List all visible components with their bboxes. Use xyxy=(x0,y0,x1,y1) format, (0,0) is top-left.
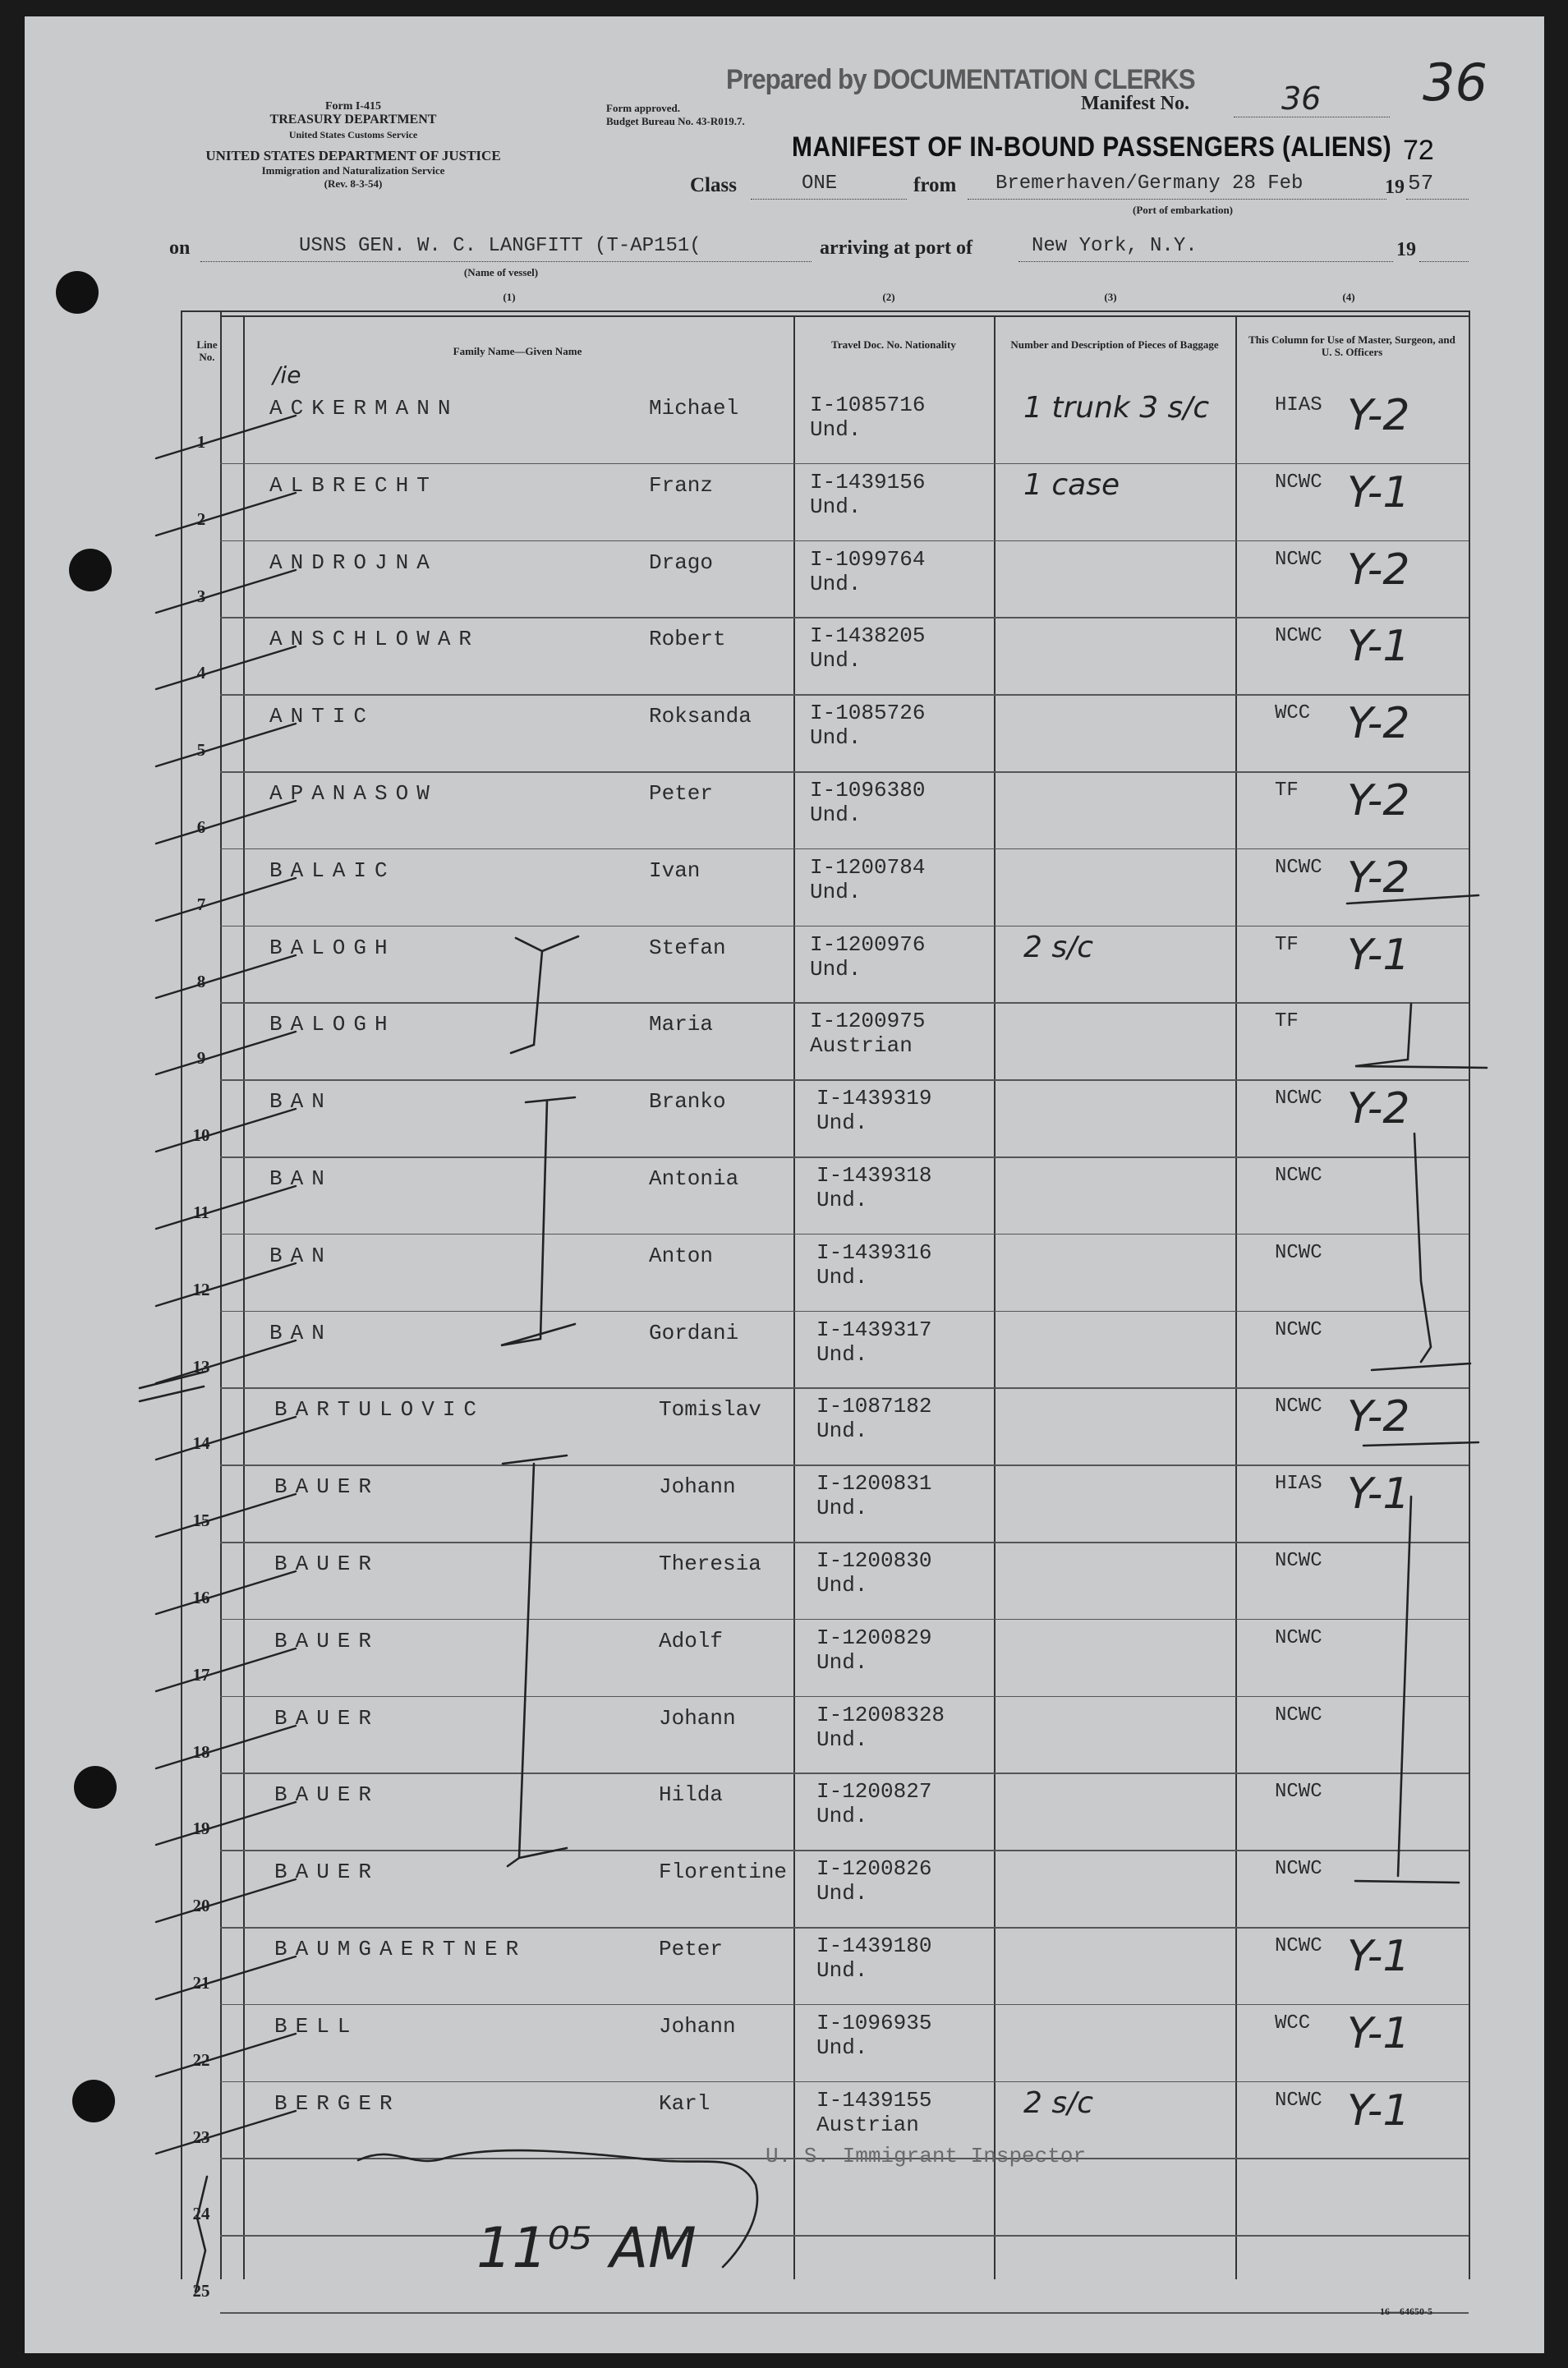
given-name: Adolf xyxy=(659,1628,724,1653)
travel-doc-number: I-1200829 xyxy=(816,1625,932,1650)
travel-doc-number: I-1200976 xyxy=(810,931,926,957)
doc-header: Travel Doc. No. Nationality xyxy=(831,338,956,351)
nationality: Und. xyxy=(816,1649,868,1675)
name-header: Family Name—Given Name xyxy=(453,345,582,357)
given-name: Ivan xyxy=(649,858,701,883)
vessel-caption: (Name of vessel) xyxy=(463,266,539,278)
line-number: 19 xyxy=(192,1819,210,1839)
arriving-label: arriving at port of xyxy=(820,237,973,259)
arrival-year-prefix: 19 xyxy=(1396,239,1416,260)
family-name: ALBRECHT xyxy=(269,472,438,498)
agency-code: NCWC xyxy=(1275,856,1322,879)
agency-code: NCWC xyxy=(1275,1858,1322,1881)
line-number: 13 xyxy=(192,1356,210,1377)
agency-code: NCWC xyxy=(1275,1165,1322,1187)
page-number: 72 xyxy=(1403,135,1434,166)
line-number: 7 xyxy=(196,894,206,914)
family-name: BALOGH xyxy=(269,935,396,960)
family-name: BAUER xyxy=(274,1552,380,1576)
officer-mark: Y-2 xyxy=(1347,1392,1410,1442)
col-num-3: (3) xyxy=(1104,291,1117,303)
line-number: 6 xyxy=(196,817,206,837)
line-number: 21 xyxy=(192,1973,210,1993)
line-number: 5 xyxy=(196,740,206,761)
ins-service: Immigration and Naturalization Service xyxy=(261,164,445,177)
officer-mark: Y-2 xyxy=(1347,391,1410,440)
nationality: Und. xyxy=(816,1264,868,1290)
underline-row7 xyxy=(1347,895,1478,904)
given-name: Robert xyxy=(649,627,726,652)
travel-doc-number: I-12008328 xyxy=(816,1702,945,1727)
travel-doc-number: I-1200827 xyxy=(816,1779,932,1805)
nationality: Und. xyxy=(816,1496,868,1521)
travel-doc-number: I-1200975 xyxy=(810,1009,926,1034)
travel-doc-number: I-1085716 xyxy=(810,393,926,417)
arrival-time: 11⁰⁵ AM xyxy=(476,2216,697,2281)
travel-doc-number: I-1439317 xyxy=(816,1317,932,1342)
underline-row14 xyxy=(1363,1442,1478,1446)
agency-code: NCWC xyxy=(1275,1935,1322,1957)
agency-code: HIAS xyxy=(1275,1473,1322,1496)
family-name: ANDROJNA xyxy=(269,549,438,575)
family-name: BAN xyxy=(269,1243,333,1268)
agency-code: NCWC xyxy=(1275,471,1322,494)
agency-code: HIAS xyxy=(1275,394,1322,416)
line-number: 16 xyxy=(192,1588,210,1607)
nationality: Und. xyxy=(816,1419,868,1444)
line-number: 24 xyxy=(192,2204,210,2224)
agency-code: NCWC xyxy=(1275,1550,1322,1572)
family-name: BALAIC xyxy=(269,858,396,883)
officer-mark: Y-1 xyxy=(1347,930,1410,980)
inspector-caption: U. S. Immigrant Inspector xyxy=(766,2144,1087,2168)
nationality: Und. xyxy=(816,1881,868,1906)
travel-doc-number: I-1200831 xyxy=(816,1471,932,1497)
officer-mark: Y-1 xyxy=(1347,1469,1410,1520)
given-name: Gordani xyxy=(649,1320,739,1345)
given-name: Johann xyxy=(659,1474,736,1500)
agency-code: NCWC xyxy=(1275,1396,1322,1419)
nationality: Und. xyxy=(810,648,862,674)
nationality: Und. xyxy=(810,956,862,982)
corner-page-number: 36 xyxy=(1423,53,1488,113)
line-number: 18 xyxy=(192,1741,210,1762)
arrival-port: New York, N.Y. xyxy=(1032,235,1198,257)
line-number: 9 xyxy=(196,1048,206,1069)
given-name: Tomislav xyxy=(659,1397,761,1423)
given-name: Michael xyxy=(649,396,739,421)
officer-mark: Y-1 xyxy=(1347,467,1410,517)
family-name: BAUMGAERTNER xyxy=(274,1937,527,1961)
family-name: ACKERMANN xyxy=(269,396,459,421)
baggage: 2 s/c xyxy=(1023,2085,1094,2120)
class-label: Class xyxy=(690,174,737,196)
travel-doc-number: I-1096380 xyxy=(810,778,926,802)
given-name: Franz xyxy=(649,472,714,498)
col-num-1: (1) xyxy=(503,291,516,303)
given-name: Maria xyxy=(649,1012,714,1037)
family-name: BAUER xyxy=(274,1474,380,1500)
given-name: Antonia xyxy=(649,1166,739,1191)
agency-code: TF xyxy=(1275,1010,1299,1033)
given-name: Johann xyxy=(659,2013,736,2039)
nationality: Und. xyxy=(816,1188,868,1212)
agency-code: NCWC xyxy=(1275,625,1322,648)
tick-row14 xyxy=(140,1372,205,1401)
family-name: APANASOW xyxy=(269,781,438,806)
travel-doc-number: I-1200784 xyxy=(810,854,926,880)
agency-code: NCWC xyxy=(1275,1241,1322,1264)
nationality: Und. xyxy=(810,725,862,751)
family-name: BERGER xyxy=(274,2090,401,2116)
line-number: 3 xyxy=(196,586,206,606)
nationality: Und. xyxy=(810,417,862,442)
line-number: 14 xyxy=(192,1433,210,1454)
agency-code: NCWC xyxy=(1275,1626,1322,1649)
family-name: ANSCHLOWAR xyxy=(269,627,481,652)
embarkation-port: Bremerhaven/Germany 28 Feb xyxy=(996,172,1304,195)
vessel-name: USNS GEN. W. C. LANGFITT (T-AP151( xyxy=(299,235,701,257)
officer-mark: Y-1 xyxy=(1347,622,1410,672)
manifest-title: MANIFEST OF IN-BOUND PASSENGERS (ALIENS) xyxy=(792,131,1392,163)
officers-header: This Column for Use of Master, Surgeon, and U. S. Officers xyxy=(1248,333,1455,358)
line-no-header: Line No. xyxy=(196,338,218,363)
justice-department: UNITED STATES DEPARTMENT OF JUSTICE xyxy=(205,148,501,163)
documentation-clerks-stamp: Prepared by DOCUMENTATION CLERKS xyxy=(726,64,1195,95)
print-code: 16—64650-5 xyxy=(1380,2306,1432,2317)
given-name: Branko xyxy=(649,1089,726,1115)
form-number: Form I-415 xyxy=(324,100,382,113)
nationality: Und. xyxy=(816,1110,868,1136)
baggage: 1 trunk 3 s/c xyxy=(1023,391,1210,425)
line-number: 22 xyxy=(192,2049,210,2070)
given-name: Anton xyxy=(649,1243,714,1268)
nationality: Und. xyxy=(816,1727,868,1752)
nationality: Und. xyxy=(816,2035,868,2060)
agency-code: WCC xyxy=(1275,702,1311,725)
officer-mark: Y-2 xyxy=(1347,1084,1410,1134)
agency-code: NCWC xyxy=(1275,1781,1322,1804)
ditto-balogh xyxy=(1355,1004,1487,1068)
family-name: BAUER xyxy=(274,1860,380,1885)
agency-code: NCWC xyxy=(1275,548,1322,571)
agency-code: TF xyxy=(1275,779,1299,802)
family-name: BAN xyxy=(269,1089,333,1115)
manifest-no-value: 36 xyxy=(1281,80,1322,117)
ditto-bauer xyxy=(1355,1497,1459,1883)
travel-doc-number: I-1087182 xyxy=(816,1394,932,1419)
nationality: Und. xyxy=(816,1341,868,1367)
line-number: 12 xyxy=(192,1279,210,1299)
given-name: Drago xyxy=(649,549,714,575)
travel-doc-number: I-1200826 xyxy=(816,1856,932,1882)
nationality: Und. xyxy=(816,1573,868,1598)
line-number: 20 xyxy=(192,1896,210,1916)
bracket-balogh xyxy=(511,936,578,1053)
given-name: Florentine xyxy=(659,1860,788,1885)
family-name: BAUER xyxy=(274,1628,380,1653)
line-number: 2 xyxy=(196,508,206,529)
officer-mark: Y-1 xyxy=(1347,2008,1410,2058)
line-number: 15 xyxy=(192,1510,210,1531)
travel-doc-number: I-1439319 xyxy=(816,1086,932,1111)
form-approved: Form approved. xyxy=(606,102,681,114)
nationality: Und. xyxy=(810,802,862,827)
travel-doc-number: I-1439318 xyxy=(816,1163,932,1188)
line-number: 10 xyxy=(192,1125,210,1146)
on-label: on xyxy=(169,237,191,259)
family-name: BAUER xyxy=(274,1782,380,1808)
given-name: Hilda xyxy=(659,1782,724,1808)
baggage-header: Number and Description of Pieces of Baggage xyxy=(1010,338,1219,351)
year-suffix: 57 xyxy=(1408,171,1434,195)
ditto-ban xyxy=(1372,1133,1470,1370)
agency-code: NCWC xyxy=(1275,2089,1322,2112)
officer-mark: Y-2 xyxy=(1347,699,1410,749)
family-name: BAN xyxy=(269,1166,333,1191)
family-name: BAUER xyxy=(274,1705,380,1731)
col-num-4: (4) xyxy=(1342,291,1355,303)
bracket-ban xyxy=(501,1097,575,1345)
treasury-department: TREASURY DEPARTMENT xyxy=(269,113,437,126)
given-name: Stefan xyxy=(649,935,726,960)
officer-mark: Y-1 xyxy=(1347,1932,1410,1981)
nationality: Und. xyxy=(810,494,862,519)
travel-doc-number: I-1200830 xyxy=(816,1548,932,1573)
customs-service: United States Customs Service xyxy=(288,129,418,140)
agency-code: NCWC xyxy=(1275,1087,1322,1110)
line-number: 25 xyxy=(192,2281,210,2301)
line-number: 8 xyxy=(196,971,206,991)
officer-mark: Y-2 xyxy=(1347,853,1410,903)
bracket-bauer xyxy=(503,1455,567,1866)
port-caption: (Port of embarkation) xyxy=(1132,204,1234,216)
nationality: Austrian xyxy=(810,1033,913,1059)
family-name: BAN xyxy=(269,1320,333,1345)
travel-doc-number: I-1096935 xyxy=(816,2010,932,2035)
nationality: Und. xyxy=(816,1804,868,1829)
baggage: 2 s/c xyxy=(1023,930,1094,964)
family-name: BELL xyxy=(274,2013,359,2039)
line-number: 23 xyxy=(192,2127,210,2147)
given-name: Johann xyxy=(659,1705,736,1731)
officer-mark: Y-2 xyxy=(1347,545,1410,595)
line-number: 11 xyxy=(193,1202,209,1222)
annotation-ie: /ie xyxy=(273,361,301,389)
from-label: from xyxy=(913,174,957,196)
given-name: Karl xyxy=(659,2090,710,2116)
nationality: Und. xyxy=(810,571,862,596)
budget-bureau: Budget Bureau No. 43-R019.7. xyxy=(606,115,745,127)
travel-doc-number: I-1438205 xyxy=(810,623,926,649)
given-name: Theresia xyxy=(659,1552,761,1576)
margin-scribble xyxy=(195,2177,207,2292)
given-name: Roksanda xyxy=(649,704,752,729)
agency-code: WCC xyxy=(1275,2012,1311,2035)
officer-mark: Y-2 xyxy=(1347,776,1410,825)
line-number: 4 xyxy=(196,663,206,683)
travel-doc-number: I-1439180 xyxy=(816,1933,932,1958)
agency-code: NCWC xyxy=(1275,1704,1322,1727)
manifest-no-label: Manifest No. xyxy=(1081,93,1189,114)
nationality: Austrian xyxy=(816,2112,919,2137)
officer-mark: Y-1 xyxy=(1347,2085,1410,2136)
year-prefix: 19 xyxy=(1385,177,1405,198)
travel-doc-number: I-1099764 xyxy=(810,546,926,572)
baggage: 1 case xyxy=(1023,467,1120,502)
given-name: Peter xyxy=(659,1937,724,1961)
col-num-2: (2) xyxy=(882,291,895,303)
family-name: BALOGH xyxy=(269,1012,396,1037)
travel-doc-number: I-1439155 xyxy=(816,2087,932,2113)
revision-date: (Rev. 8-3-54) xyxy=(324,177,383,190)
family-name: ANTIC xyxy=(269,704,375,729)
agency-code: TF xyxy=(1275,933,1299,956)
line-number: 17 xyxy=(192,1664,210,1685)
family-name: BARTULOVIC xyxy=(274,1397,485,1423)
travel-doc-number: I-1085726 xyxy=(810,701,926,726)
travel-doc-number: I-1439316 xyxy=(816,1239,932,1265)
given-name: Peter xyxy=(649,781,714,806)
agency-code: NCWC xyxy=(1275,1318,1322,1341)
nationality: Und. xyxy=(810,879,862,904)
line-number: 1 xyxy=(196,432,206,452)
travel-doc-number: I-1439156 xyxy=(810,469,926,494)
class-value: ONE xyxy=(802,172,838,195)
nationality: Und. xyxy=(816,1958,868,1983)
